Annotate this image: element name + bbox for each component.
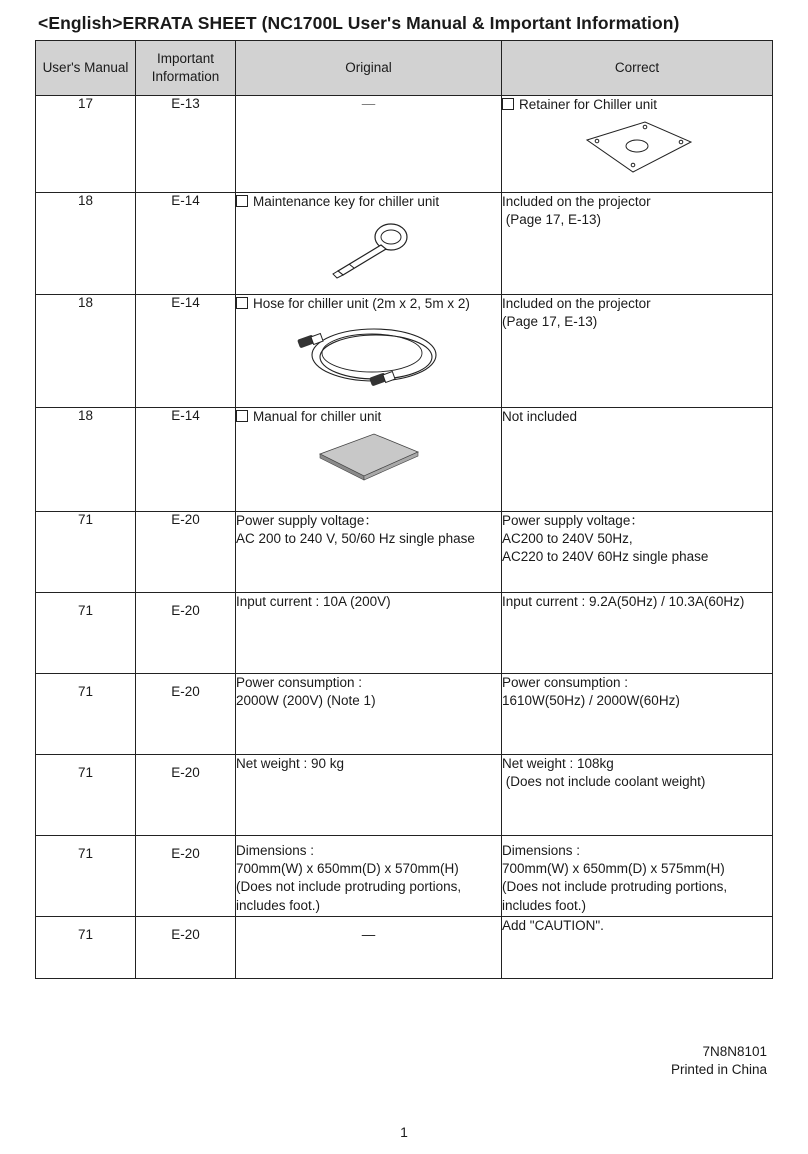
- cell-correct: [502, 193, 773, 295]
- original-line: Input current : 10A (200V): [236, 594, 391, 609]
- table-header-row: [36, 41, 773, 96]
- cell-manual-page: 18: [36, 408, 136, 512]
- correct-line: 1610W(50Hz) / 2000W(60Hz): [502, 693, 680, 709]
- document-code: 7N8N8101: [702, 1044, 767, 1059]
- cell-original: [236, 836, 502, 917]
- cell-manual-page: 71: [36, 917, 136, 979]
- original-line: Power supply voltage：: [236, 513, 378, 528]
- table-row: [36, 408, 773, 512]
- header-users-manual: User's Manual: [36, 41, 136, 96]
- cell-original: [236, 193, 502, 295]
- table-row: [36, 755, 773, 836]
- cell-correct: [502, 512, 773, 593]
- table-row: [36, 96, 773, 193]
- cell-original: [236, 295, 502, 408]
- correct-line: (Does not include protruding portions,: [502, 879, 728, 895]
- item-label: [236, 408, 501, 426]
- cell-info-page: E-14: [136, 295, 236, 408]
- cell-correct: [502, 593, 773, 674]
- cell-manual-page: 18: [36, 295, 136, 408]
- cell-info-page: E-20: [136, 512, 236, 593]
- checkbox-icon: [236, 195, 248, 207]
- cell-manual-page: 17: [36, 96, 136, 193]
- original-line: (Does not include protruding portions,: [236, 879, 462, 895]
- dash-text: —: [361, 96, 376, 111]
- correct-line: (Page 17, E-13): [502, 314, 598, 330]
- cell-original: [236, 674, 502, 755]
- retainer-plate-icon: [577, 120, 697, 176]
- cell-correct: [502, 755, 773, 836]
- checkbox-icon: [236, 410, 248, 422]
- correct-line: AC200 to 240V 50Hz,: [502, 531, 633, 547]
- original-line: Power consumption :: [236, 675, 363, 690]
- maintenance-key-icon: [319, 217, 419, 279]
- cell-correct: [502, 917, 773, 979]
- correct-line: Included on the projector: [502, 296, 651, 311]
- correct-line: Power consumption :: [502, 675, 629, 690]
- correct-line: Dimensions :: [502, 843, 581, 858]
- correct-line: Net weight : 108kg: [502, 756, 614, 771]
- correct-line: AC220 to 240V 60Hz single phase: [502, 549, 709, 565]
- cell-manual-page: 71: [36, 836, 136, 917]
- dash-text: —: [361, 927, 376, 942]
- page-number: 1: [400, 1124, 408, 1140]
- cell-original: [236, 512, 502, 593]
- page-title: <English>ERRATA SHEET (NC1700L User's Manual & Important Information): [38, 13, 680, 33]
- correct-line: Add "CAUTION".: [502, 918, 604, 933]
- table-row: [36, 512, 773, 593]
- table-row: [36, 295, 773, 408]
- table-row: [36, 593, 773, 674]
- correct-line: Power supply voltage：: [502, 513, 644, 528]
- correct-line: Included on the projector: [502, 194, 651, 209]
- cell-correct: [502, 836, 773, 917]
- cell-info-page: E-20: [136, 755, 236, 836]
- cell-manual-page: 71: [36, 755, 136, 836]
- item-text: Manual for chiller unit: [253, 409, 382, 424]
- errata-table: [35, 40, 773, 979]
- correct-line: Input current : 9.2A(50Hz) / 10.3A(60Hz): [502, 594, 745, 609]
- correct-line: (Page 17, E-13): [502, 212, 602, 228]
- table-row: [36, 193, 773, 295]
- original-line: Dimensions :: [236, 843, 315, 858]
- printed-in: Printed in China: [670, 1061, 767, 1077]
- cell-original: [236, 593, 502, 674]
- cell-manual-page: 71: [36, 512, 136, 593]
- checkbox-icon: [236, 297, 248, 309]
- cell-original: [236, 917, 502, 979]
- cell-original: [236, 96, 502, 193]
- cell-original: [236, 755, 502, 836]
- footer: [671, 1043, 767, 1078]
- correct-line: includes foot.): [502, 897, 587, 913]
- header-original: Original: [236, 41, 502, 96]
- cell-info-page: E-14: [136, 193, 236, 295]
- original-line: 2000W (200V) (Note 1): [236, 693, 376, 709]
- cell-manual-page: 71: [36, 593, 136, 674]
- item-label: [502, 96, 772, 114]
- table-row: [36, 836, 773, 917]
- item-label: [236, 193, 501, 211]
- checkbox-icon: [502, 98, 514, 110]
- table-row: [36, 674, 773, 755]
- item-text: Maintenance key for chiller unit: [253, 194, 440, 209]
- cell-correct: [502, 295, 773, 408]
- cell-correct: [502, 674, 773, 755]
- header-info-line1: Important: [156, 51, 215, 67]
- item-label: [236, 295, 501, 313]
- cell-info-page: E-20: [136, 836, 236, 917]
- header-correct: Correct: [502, 41, 773, 96]
- cell-info-page: E-20: [136, 674, 236, 755]
- header-important-information: [136, 41, 236, 96]
- cell-info-page: E-20: [136, 593, 236, 674]
- cell-info-page: E-14: [136, 408, 236, 512]
- table-row: [36, 917, 773, 979]
- correct-line: 700mm(W) x 650mm(D) x 575mm(H): [502, 861, 725, 877]
- header-info-line2: Information: [151, 69, 220, 84]
- cell-info-page: E-20: [136, 917, 236, 979]
- original-line: 700mm(W) x 650mm(D) x 570mm(H): [236, 861, 459, 877]
- cell-info-page: E-13: [136, 96, 236, 193]
- item-text: Hose for chiller unit (2m x 2, 5m x 2): [253, 296, 470, 311]
- original-line: Net weight : 90 kg: [236, 756, 345, 771]
- original-line: AC 200 to 240 V, 50/60 Hz single phase: [236, 531, 475, 547]
- item-text: Retainer for Chiller unit: [519, 97, 658, 112]
- cell-correct: [502, 408, 773, 512]
- correct-line: Not included: [502, 409, 578, 424]
- cell-manual-page: 71: [36, 674, 136, 755]
- chiller-hose-icon: [294, 319, 444, 391]
- original-line: includes foot.): [236, 897, 321, 913]
- cell-manual-page: 18: [36, 193, 136, 295]
- manual-booklet-icon: [314, 432, 424, 484]
- cell-correct: [502, 96, 773, 193]
- correct-line: (Does not include coolant weight): [502, 774, 706, 790]
- cell-original: [236, 408, 502, 512]
